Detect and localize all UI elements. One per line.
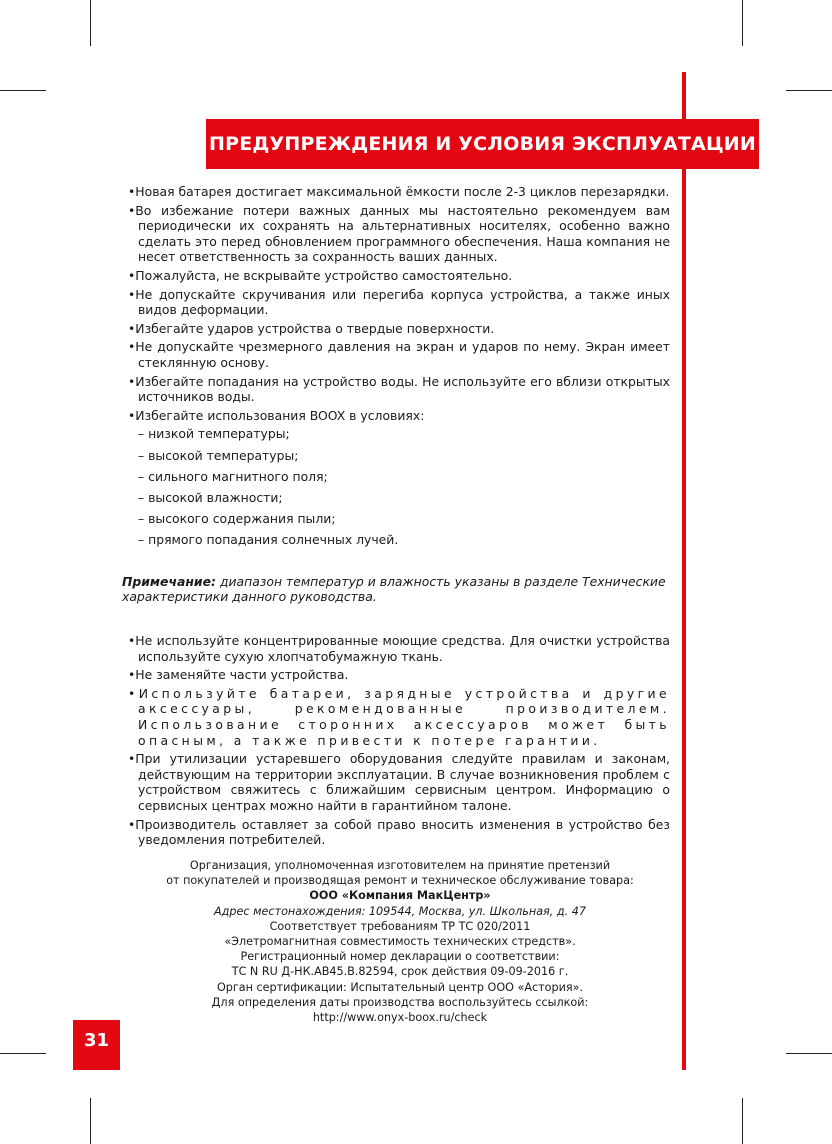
condition-item: – сильного магнитного поля;: [138, 468, 328, 484]
warning-item: •Не заменяйте части устройства.: [128, 667, 349, 683]
warning-item: •Не используйте концентрированные моющие средства. Для очистки устройства используйте сухую хлопчатобумажную ткань.: [128, 633, 670, 664]
note-text: диапазон температур и влажность указаны в разделе Технические характеристики данного руководства.: [122, 573, 666, 605]
crop-mark: [90, 1098, 91, 1144]
warning-item: •Не допускайте скручивания или перегиба корпуса устройства, а также иных видов деформации.: [128, 286, 670, 318]
footer-line: от покупателей и производящая ремонт и техническое обслуживание товара:: [166, 874, 634, 888]
warning-item: •Производитель оставляет за собой право вносить изменения в устройство без уведомления потребителей.: [128, 816, 670, 848]
company-name: ООО «Компания МакЦентр»: [309, 889, 491, 903]
note-label: Примечание:: [122, 573, 216, 589]
warning-item: •При утилизации устаревшего оборудования следуйте правилам и законам, действующим на территории эксплуатации. В случае возникновения проблем с устройством свяжитесь с ближайшим сервисным центром. Информацию о сервисных центрах можно найти в гарантийном талоне.: [128, 751, 670, 813]
warnings-content: [122, 184, 670, 851]
crop-mark: [742, 0, 743, 46]
condition-item: – высокого содержания пыли;: [138, 511, 336, 527]
warning-item: •Избегайте попадания на устройство воды. Не используйте его вблизи открытых источников воды.: [128, 373, 670, 405]
crop-mark: [786, 90, 832, 91]
crop-mark: [0, 90, 46, 91]
footer-line: Регистрационный номер декларации о соответствии:: [240, 950, 560, 964]
footer-line: «Элетромагнитная совместимость технических стредств».: [224, 935, 576, 949]
page-number-tab: [73, 1020, 120, 1070]
footer-line: Орган сертификации: Испытательный центр ООО «Астория».: [217, 980, 583, 994]
crop-mark: [786, 1053, 832, 1054]
footer-line: Соответствует требованиям ТР ТС 020/2011: [269, 919, 531, 933]
condition-item: – прямого попадания солнечных лучей.: [138, 532, 399, 548]
warning-item: •Избегайте ударов устройства о твердые поверхности.: [128, 320, 495, 336]
warning-item: •Во избежание потери важных данных мы настоятельно рекомендуем вам периодически их сохранять на альтернативных носителях, особенно важно сделать это перед обновлением программного обеспечения. Наша компания не несет ответственность за сохранность ваших данных.: [128, 202, 670, 265]
company-address: Адрес местонахождения: 109544, Москва, ул. Школьная, д. 47: [214, 904, 586, 918]
warning-item: •Пожалуйста, не вскрывайте устройство самостоятельно.: [128, 267, 513, 283]
crop-mark: [0, 1053, 46, 1054]
footer-line: ТС N RU Д-НК.АВ45.В.82594, срок действия 09-09-2016 г.: [231, 965, 569, 979]
crop-mark: [742, 1098, 743, 1144]
page-edge-rule: [682, 72, 686, 1070]
warning-item: •Не допускайте чрезмерного давления на экран и ударов по нему. Экран имеет стеклянную основу.: [128, 339, 670, 370]
service-info: [122, 858, 678, 1025]
note: [122, 574, 670, 605]
check-url: http://www.onyx-boox.ru/check: [312, 1011, 488, 1025]
condition-item: – низкой температуры;: [138, 426, 290, 442]
section-title: ПРЕДУПРЕЖДЕНИЯ И УСЛОВИЯ ЭКСПЛУАТАЦИИ: [208, 133, 756, 155]
crop-mark: [90, 0, 91, 46]
section-title-bar: [206, 119, 759, 169]
footer-line: Организация, уполномоченная изготовителем на принятие претензий: [189, 859, 611, 872]
footer-line: Для определения даты производства воспользуйтесь ссылкой:: [211, 995, 589, 1009]
warning-item: •Новая батарея достигает максимальной ёмкости после 2-3 циклов перезарядки.: [128, 184, 670, 199]
condition-item: – высокой температуры;: [138, 447, 299, 463]
warning-item: •Используйте батареи, зарядные устройства и другие аксессуары, рекомендованные производителем. Использование сторонних аксессуаров может быть опасным, а также привести к потере гарантии.: [128, 685, 670, 748]
page-number: 31: [83, 1030, 110, 1051]
condition-item: – высокой влажности;: [138, 489, 283, 505]
warning-item: •Избегайте использования BOOX в условиях:: [128, 407, 425, 423]
